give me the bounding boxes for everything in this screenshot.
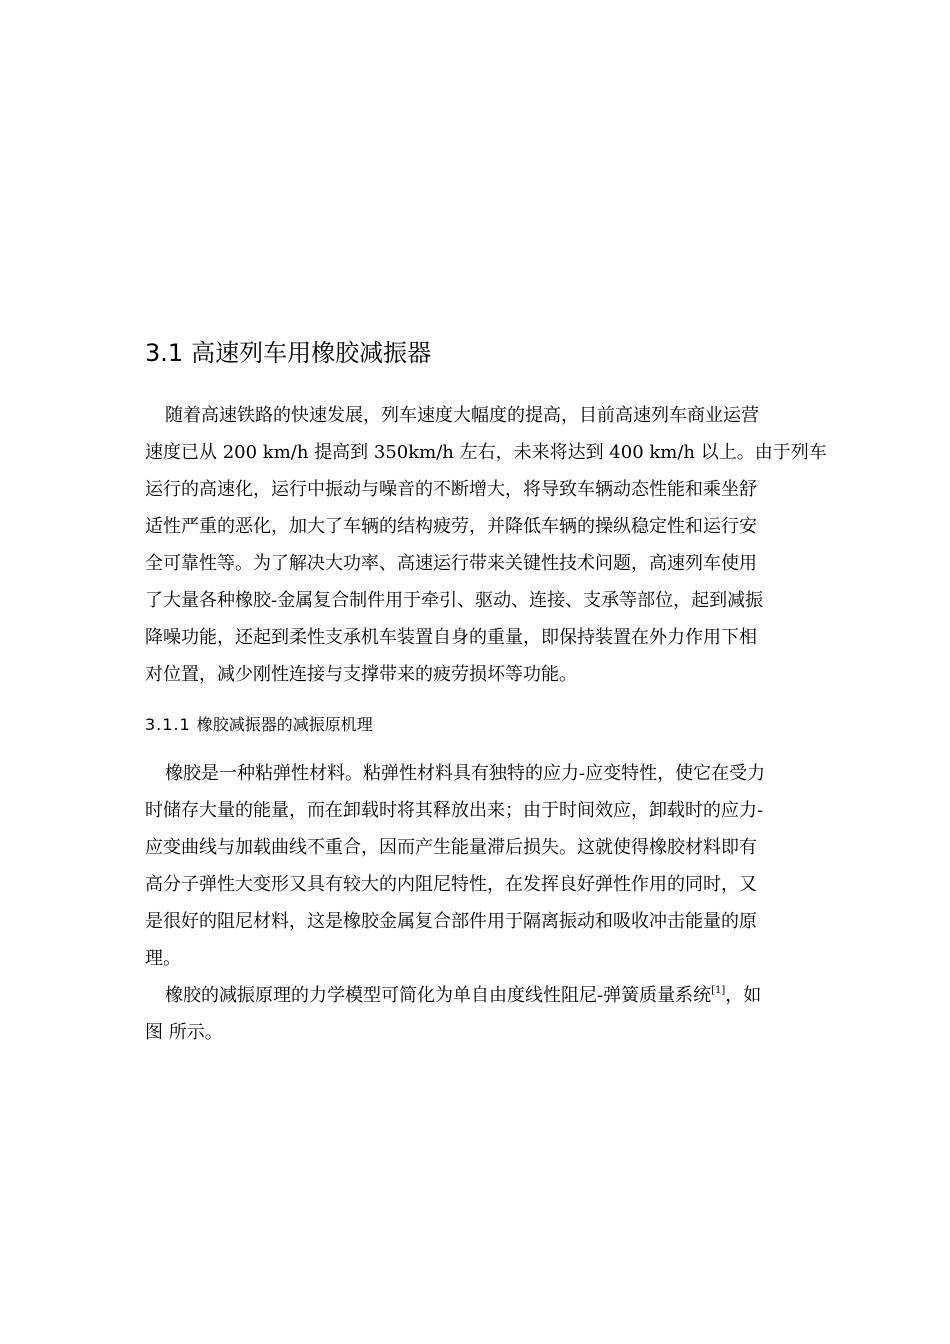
paragraph-line: 运行的高速化，运行中振动与噪音的不断增大，将导致车辆动态性能和乘坐舒 [145, 479, 757, 500]
principle-paragraph [145, 755, 805, 977]
paragraph-line: 适性严重的恶化，加大了车辆的结构疲劳，并降低车辆的操纵稳定性和运行安 [145, 516, 757, 537]
paragraph-line: 全可靠性等。为了解决大功率、高速运行带来关键性技术问题，高速列车使用 [145, 553, 757, 574]
subsection-number: 3.1.1 [145, 715, 191, 734]
subsection-title: 橡胶减振器的减振原机理 [196, 715, 373, 734]
paragraph-line: 橡胶是一种粘弹性材料。粘弹性材料具有独特的应力-应变特性，使它在受力 [165, 763, 766, 784]
paragraph-line: 随着高速铁路的快速发展，列车速度大幅度的提高，目前高速列车商业运营 [165, 405, 759, 426]
section-heading [145, 336, 805, 370]
intro-paragraph [145, 397, 827, 693]
paragraph-line: 对位置，减少刚性连接与支撑带来的疲劳损坏等功能。 [145, 664, 577, 685]
paragraph-line: 降噪功能，还起到柔性支承机车装置自身的重量，即保持装置在外力作用下相 [145, 627, 757, 648]
subsection-heading [145, 712, 805, 738]
paragraph-line: 是很好的阻尼材料，这是橡胶金属复合部件用于隔离振动和吸收冲击能量的原 [145, 911, 757, 932]
citation-ref[interactable]: [1] [711, 985, 726, 996]
paragraph-line: 橡胶的减振原理的力学模型可简化为单自由度线性阻尼-弹簧质量系统[1]，如 [165, 985, 762, 1006]
paragraph-line: 应变曲线与加载曲线不重合，因而产生能量滞后损失。这就使得橡胶材料即有 [145, 837, 757, 858]
section-number: 3.1 [145, 339, 184, 367]
model-paragraph [145, 977, 805, 1051]
paragraph-line: 时储存大量的能量，而在卸载时将其释放出来；由于时间效应，卸载时的应力- [145, 800, 764, 821]
paragraph-line: 速度已从 200 km/h 提高到 350km/h 左右，未来将达到 400 km/h 以上。由于列车 [145, 442, 827, 463]
section-title: 高速列车用橡胶减振器 [191, 339, 432, 367]
paragraph-line: 了大量各种橡胶-金属复合制件用于牵引、驱动、连接、支承等部位，起到减振 [145, 590, 764, 611]
paragraph-line: 高分子弹性大变形又具有较大的内阻尼特性，在发挥良好弹性作用的同时，又 [145, 874, 757, 895]
paragraph-line: 理。 [145, 948, 181, 969]
paragraph-line: 图 所示。 [145, 1022, 223, 1043]
